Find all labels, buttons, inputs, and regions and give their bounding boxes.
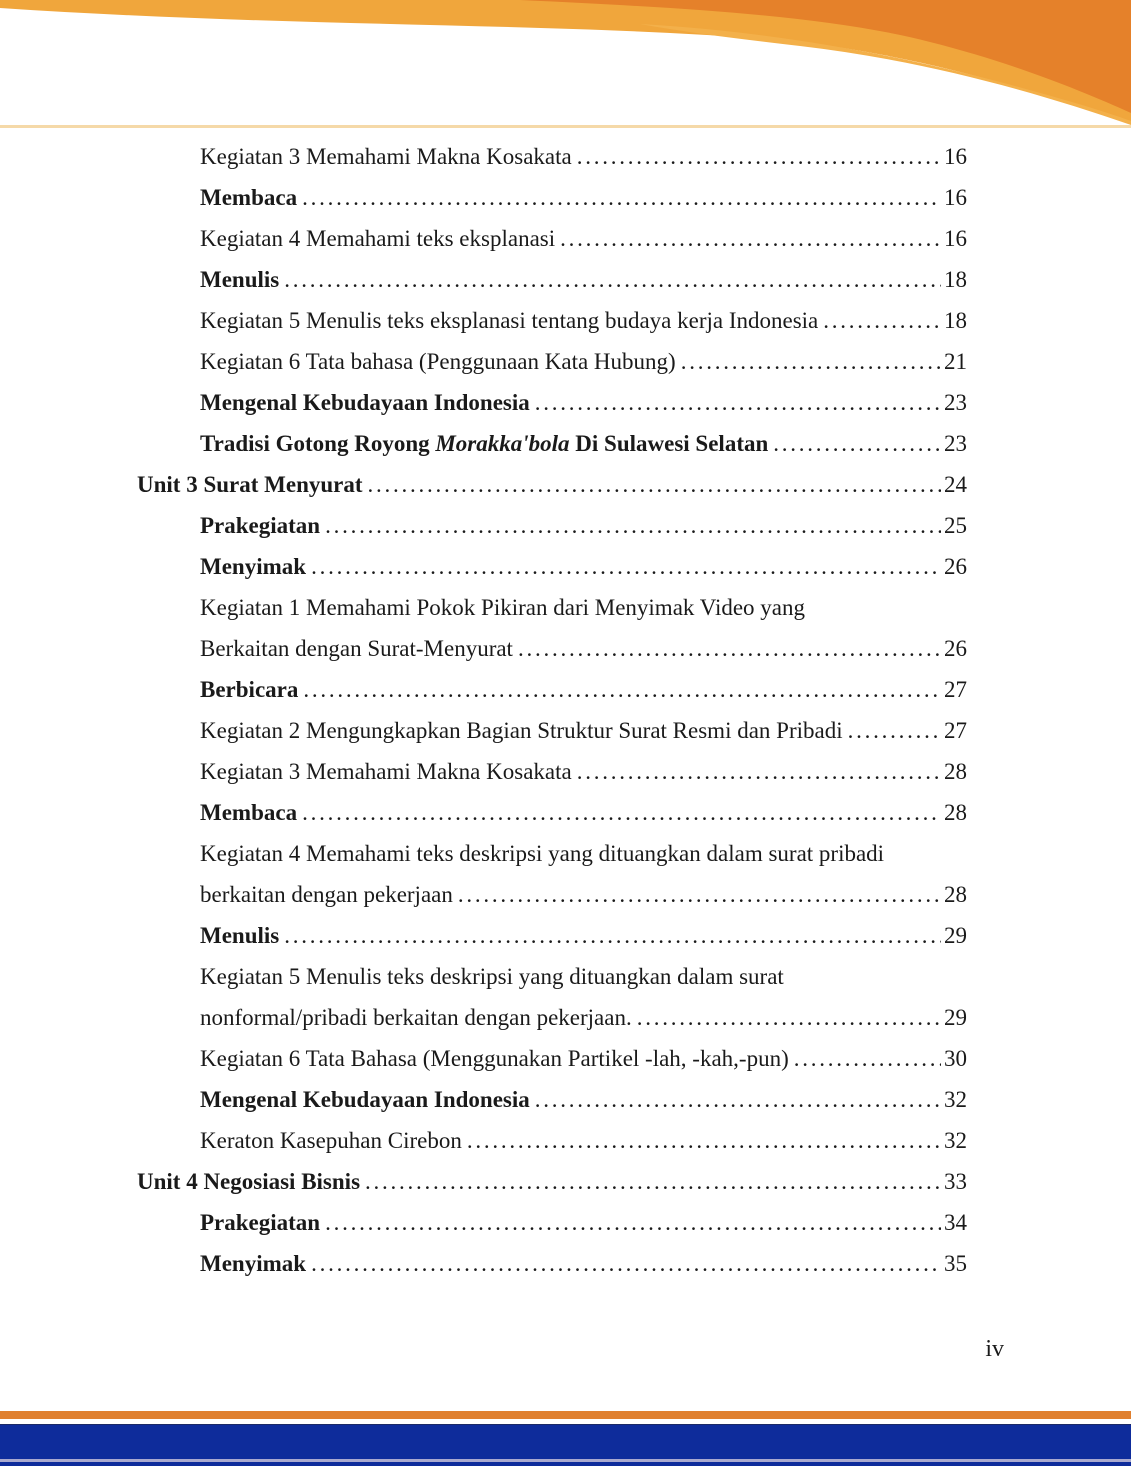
toc-entry-text: Morakka'bola: [435, 431, 570, 456]
toc-entry: [137, 833, 967, 874]
toc-entry-text: Prakegiatan: [200, 1210, 321, 1235]
toc-entry-page-number: 28: [944, 759, 967, 784]
toc-entry: [137, 1038, 967, 1079]
dot-leader: [325, 1202, 941, 1243]
toc-entry-page-number: 29: [944, 923, 967, 948]
toc-entry: [137, 259, 967, 300]
dot-leader: [794, 1038, 941, 1079]
toc-entry-page-number: 34: [944, 1210, 967, 1235]
toc-entry-text: Kegiatan 6 Tata bahasa (Penggunaan Kata Hubung): [200, 349, 676, 374]
toc-entry-text: Kegiatan 6 Tata Bahasa (Menggunakan Partikel -lah, -kah,-pun): [200, 1046, 789, 1071]
toc-entry-text: Keraton Kasepuhan Cirebon: [200, 1128, 462, 1153]
toc-entry-label: [200, 1120, 462, 1161]
toc-entry-label: [200, 341, 676, 382]
toc-entry: [137, 464, 967, 505]
toc-entry-page-number: 29: [944, 1005, 967, 1030]
toc-entry: [137, 915, 967, 956]
toc-entry-text: Menyimak: [200, 554, 307, 579]
folio-page-number: iv: [985, 1336, 1004, 1362]
toc-entry-label: [200, 423, 768, 464]
dot-leader: [302, 792, 941, 833]
toc-entry: [137, 218, 967, 259]
toc-entry-text: nonformal/pribadi berkaitan dengan pekerjaan.: [200, 1005, 632, 1030]
toc-entry-label: [200, 710, 843, 751]
toc-entry-label: [200, 177, 297, 218]
toc-entry-label: [200, 956, 784, 997]
toc-entry-label: [200, 546, 306, 587]
dot-leader: [637, 997, 941, 1038]
dot-leader: [467, 1120, 941, 1161]
toc-entry: [137, 177, 967, 218]
dot-leader: [848, 710, 941, 751]
dot-leader: [823, 300, 941, 341]
toc-entry-label: [200, 915, 279, 956]
dot-leader: [284, 259, 941, 300]
toc-entry-page-number: 24: [944, 472, 967, 497]
toc-entry-text: Tradisi Gotong Royong: [200, 431, 436, 456]
toc-entry-label: [200, 1243, 306, 1284]
toc-entry-page-number: 26: [944, 554, 967, 579]
toc-entry-label: [200, 382, 530, 423]
dot-leader: [560, 218, 941, 259]
toc-entry-label: [200, 218, 555, 259]
dot-leader: [311, 546, 941, 587]
toc-entry-text: Di Sulawesi Selatan: [569, 431, 769, 456]
toc-entry-text: Kegiatan 3 Memahami Makna Kosakata: [200, 759, 572, 784]
toc-entry-label: [200, 874, 453, 915]
toc-entry-label: [137, 1161, 360, 1202]
toc-entry: [137, 874, 967, 915]
toc-entry: [137, 1161, 967, 1202]
toc-entry-label: [200, 792, 297, 833]
toc-entry-label: [200, 505, 320, 546]
toc-entry: [137, 382, 967, 423]
toc-entry-label: [200, 751, 572, 792]
toc-entry: [137, 792, 967, 833]
toc-entry-page-number: 28: [944, 800, 967, 825]
toc-entry-page-number: 21: [944, 349, 967, 374]
toc-entry: [137, 1079, 967, 1120]
toc-entry-page-number: 25: [944, 513, 967, 538]
dot-leader: [284, 915, 941, 956]
toc-entry-text: Kegiatan 2 Mengungkapkan Bagian Struktur Surat Resmi dan Pribadi: [200, 718, 843, 743]
toc-entry-page-number: 23: [944, 390, 967, 415]
toc-entry-text: Kegiatan 5 Menulis teks eksplanasi tentang budaya kerja Indonesia: [200, 308, 819, 333]
dot-leader: [535, 1079, 941, 1120]
toc-entry-text: Membaca: [200, 800, 298, 825]
toc-entry: [137, 1202, 967, 1243]
toc-entry-label: [200, 136, 572, 177]
toc-entry: [137, 300, 967, 341]
footer-navy-edge-bar: [0, 1462, 1131, 1466]
toc-entry: [137, 546, 967, 587]
toc-entry-page-number: 32: [944, 1087, 967, 1112]
toc-entry: [137, 587, 967, 628]
toc-entry-label: [200, 1038, 789, 1079]
toc-entry-text: Menulis: [200, 267, 280, 292]
dot-leader: [368, 464, 941, 505]
toc-entry-text: Berkaitan dengan Surat-Menyurat: [200, 636, 513, 661]
dot-leader: [518, 628, 941, 669]
toc-entry-page-number: 23: [944, 431, 967, 456]
toc-entry-text: Unit 3 Surat Menyurat: [137, 472, 363, 497]
toc-entry-text: Prakegiatan: [200, 513, 321, 538]
toc-entry-text: Unit 4 Negosiasi Bisnis: [137, 1169, 361, 1194]
footer-orange-bar: [0, 1411, 1131, 1419]
toc-entry-text: Menyimak: [200, 1251, 307, 1276]
dot-leader: [681, 341, 941, 382]
toc-entry-page-number: 27: [944, 718, 967, 743]
header-swoosh-art: [0, 0, 1131, 130]
toc-entry-text: Kegiatan 1 Memahami Pokok Pikiran dari Menyimak Video yang: [200, 595, 806, 620]
toc-entry-label: [137, 464, 363, 505]
toc-entry-page-number: 26: [944, 636, 967, 661]
toc-entry-text: Berbicara: [200, 677, 299, 702]
toc-entry: [137, 669, 967, 710]
dot-leader: [302, 177, 941, 218]
toc-entry: [137, 423, 967, 464]
toc-entry-text: Kegiatan 5 Menulis teks deskripsi yang dituangkan dalam surat: [200, 964, 784, 989]
dot-leader: [325, 505, 941, 546]
dot-leader: [311, 1243, 941, 1284]
toc-entry: [137, 628, 967, 669]
toc-entry-page-number: 18: [944, 267, 967, 292]
toc-entry: [137, 505, 967, 546]
toc-entry-label: [200, 833, 884, 874]
toc-entry-page-number: 18: [944, 308, 967, 333]
dot-leader: [577, 136, 941, 177]
toc-entry: [137, 751, 967, 792]
toc-entry-label: [200, 669, 298, 710]
toc-entry-page-number: 33: [944, 1169, 967, 1194]
toc-entry-text: Kegiatan 3 Memahami Makna Kosakata: [200, 144, 572, 169]
toc-entry-label: [200, 1202, 320, 1243]
toc-entry: [137, 956, 967, 997]
toc-entry: [137, 997, 967, 1038]
toc-entry: [137, 1120, 967, 1161]
toc-entry-page-number: 35: [944, 1251, 967, 1276]
toc-entry-label: [200, 628, 513, 669]
toc-entry-label: [200, 300, 818, 341]
toc-entry-page-number: 16: [944, 185, 967, 210]
dot-leader: [303, 669, 941, 710]
swoosh-svg: [0, 0, 1131, 130]
header-rule-line: [0, 125, 1131, 128]
dot-leader: [535, 382, 941, 423]
toc-entry: [137, 136, 967, 177]
toc-entry-page-number: 16: [944, 226, 967, 251]
toc-entry-label: [200, 587, 805, 628]
toc-entry-label: [200, 259, 279, 300]
toc-entry-text: Kegiatan 4 Memahami teks eksplanasi: [200, 226, 556, 251]
toc-entry-page-number: 16: [944, 144, 967, 169]
toc-entry-text: Mengenal Kebudayaan Indonesia: [200, 1087, 530, 1112]
toc-entry: [137, 341, 967, 382]
toc-entry-page-number: 27: [944, 677, 967, 702]
toc-entry-label: [200, 997, 632, 1038]
toc-entry-text: Kegiatan 4 Memahami teks deskripsi yang dituangkan dalam surat pribadi: [200, 841, 885, 866]
toc-entry-text: berkaitan dengan pekerjaan: [200, 882, 453, 907]
toc-entry-page-number: 28: [944, 882, 967, 907]
dot-leader: [458, 874, 941, 915]
toc-list: [137, 136, 967, 1284]
toc-entry-label: [200, 1079, 530, 1120]
footer-navy-bar: [0, 1424, 1131, 1460]
dot-leader: [577, 751, 941, 792]
toc-entry-text: Mengenal Kebudayaan Indonesia: [200, 390, 530, 415]
toc-entry: [137, 710, 967, 751]
toc-entry-page-number: 30: [944, 1046, 967, 1071]
toc-entry-text: Membaca: [200, 185, 298, 210]
toc-entry-page-number: 32: [944, 1128, 967, 1153]
dot-leader: [365, 1161, 941, 1202]
toc-entry-text: Menulis: [200, 923, 280, 948]
dot-leader: [773, 423, 941, 464]
toc-entry: [137, 1243, 967, 1284]
